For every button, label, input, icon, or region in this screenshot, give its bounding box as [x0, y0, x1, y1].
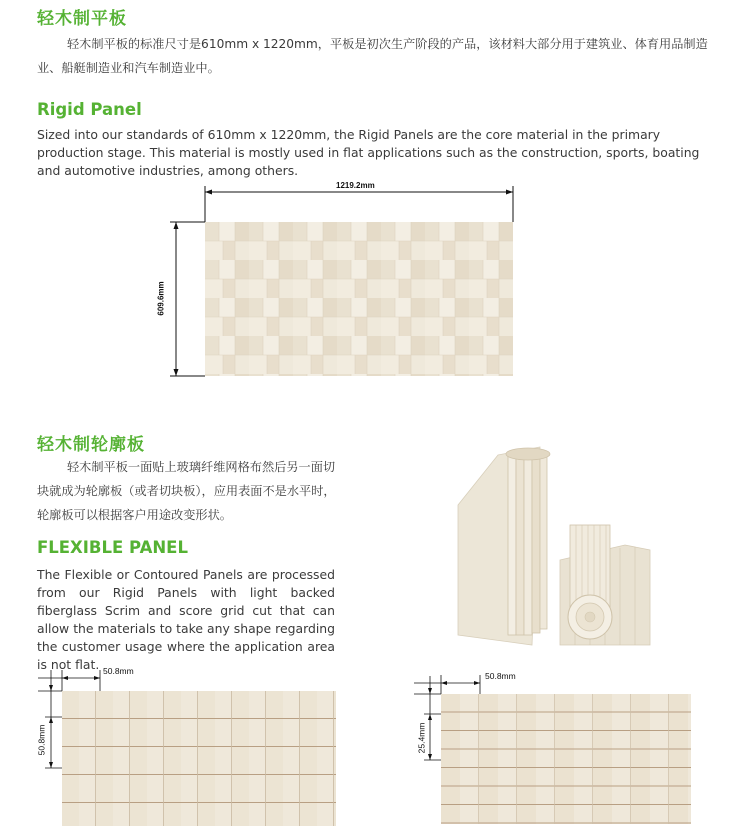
- heading-rigid-en: Rigid Panel: [37, 100, 142, 119]
- heading-rigid-cn: 轻木制平板: [37, 9, 127, 29]
- rigid-width-label: 1219.2mm: [336, 181, 375, 190]
- flex-right-side-label: 25.4mm: [416, 722, 427, 754]
- flex-left-side-label: 50.8mm: [36, 724, 47, 756]
- flex-grid-image-right: [441, 694, 691, 824]
- paragraph-rigid-en: Sized into our standards of 610mm x 1220mm, the Rigid Panels are the core material in the primary production stage. This material is mostly used in flat applications such as the construction, sports, boating and automotive industries, among others.: [37, 127, 700, 178]
- flex-left-top-label: 50.8mm: [103, 666, 134, 676]
- paragraph-flex-cn: 轻木制平板一面贴上玻璃纤维网格布然后另一面切块就成为轮廓板（或者切块板），应用表面不是水平时，轮廓板可以根据客户用途改变形状。: [37, 460, 336, 522]
- heading-flex-en: FLEXIBLE PANEL: [37, 538, 188, 557]
- heading-flex-cn: 轻木制轮廓板: [37, 435, 145, 455]
- flex-right-top-label: 50.8mm: [485, 671, 516, 681]
- paragraph-flex-en: The Flexible or Contoured Panels are processed from our Rigid Panels with light backed fiberglass Scrim and score grid cut that can allow the materials to take any shape regarding the customer usage where the application area is not flat.: [37, 567, 335, 672]
- rigid-height-label: 609.6mm: [156, 281, 166, 316]
- paragraph-rigid-cn: 轻木制平板的标准尺寸是610mm x 1220mm，平板是初次生产阶段的产品，该材料大部分用于建筑业、体育用品制造业、船艇制造业和汽车制造业中。: [37, 37, 708, 75]
